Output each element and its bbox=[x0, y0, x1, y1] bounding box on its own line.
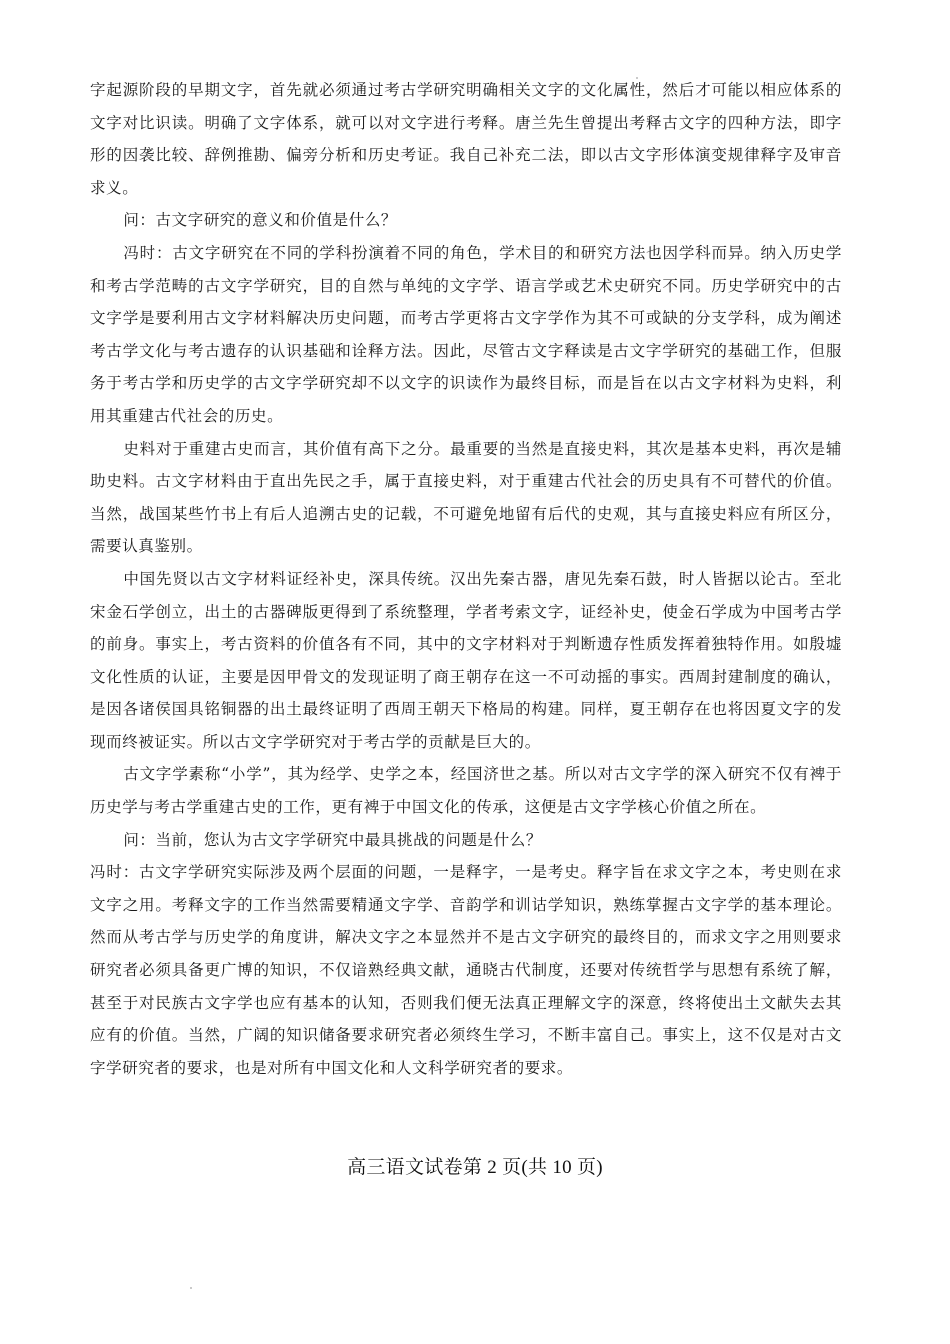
question-1: 问：古文字研究的意义和价值是什么？ bbox=[123, 211, 398, 230]
question-2: 问：当前，您认为古文字学研究中最具挑战的问题是什么？ bbox=[123, 830, 542, 849]
page-footer: 高三语文试卷第 2 页(共 10 页) bbox=[347, 1157, 603, 1178]
answer-1-paragraph-4: 古文字学素称“小学”，其为经学、史学之本，经国济世之基。所以对古文字学的深入研究不仅有裨于历史学与考古学重建古史的工作，更有裨于中国文化的传承，这便是古文字学核心价值之所在。 bbox=[90, 765, 842, 817]
scan-speck bbox=[636, 77, 638, 79]
answer-1-paragraph-1: 冯时：古文字研究在不同的学科扮演着不同的角色，学术目的和研究方法也因学科而异。纳入历史学和考古学范畴的古文字学研究，目的自然与单纯的文字学、语言学或艺术史研究不同。历史学研究中的古文字学是要利用古文字材料解决历史问题，而考古学更将古文字学作为其不可或缺的分支学科，成为阐述考古学文化与考古遗存的认识基础和诠释方法。因此，尽管古文字释读是古文字学研究的基础工作，但服务于考古学和历史学的古文字学研究却不以文字的识读作为最终目标，而是旨在以古文字材料为史料，利用其重建古代社会的历史。 bbox=[90, 243, 842, 425]
answer-2-paragraph: 冯时：古文字学研究实际涉及两个层面的问题，一是释字，一是考史。释字旨在求文字之本，考史则在求文字之用。考释文字的工作当然需要精通文字学、音韵学和训诂学知识，熟练掌握古文字学的基本理论。然而从考古学与历史学的角度讲，解决文字之本显然并不是古文字研究的最终目的，而求文字之用则要求研究者必须具备更广博的知识，不仅谙熟经典文献，通晓古代制度，还要对传统哲学与思想有系统了解，甚至于对民族古文字学也应有基本的认知，否则我们便无法真正理解文字的深意，终将使出土文献失去其应有的价值。当然，广阔的知识储备要求研究者必须终生学习，不断丰富自己。事实上，这不仅是对古文字学研究者的要求，也是对所有中国文化和人文科学研究者的要求。 bbox=[90, 863, 842, 1077]
answer-1-paragraph-2: 史料对于重建古史而言，其价值有高下之分。最重要的当然是直接史料，其次是基本史料，再次是辅助史料。古文字材料由于直出先民之手，属于直接史料，对于重建古代社会的历史具有不可替代的价值。当然，战国某些竹书上有后人追溯古史的记载，不可避免地留有后代的史观，其与直接史料应有所区分，需要认真鉴别。 bbox=[90, 439, 842, 556]
scan-speck bbox=[190, 1287, 192, 1289]
answer-1-paragraph-3: 中国先贤以古文字材料证经补史，深具传统。汉出先秦古器，唐见先秦石鼓，时人皆据以论古。至北宋金石学创立，出土的古器碑版更得到了系统整理，学者考索文字，证经补史，使金石学成为中国考古学的前身。事实上，考古资料的价值各有不同，其中的文字材料对于判断遗存性质发挥着独特作用。如殷墟文化性质的认证，主要是因甲骨文的发现证明了商王朝存在这一不可动摇的事实。西周封建制度的确认，是因各诸侯国具铭铜器的出土最终证明了西周王朝天下格局的构建。同样，夏王朝存在也将因夏文字的发现而终被证实。所以古文字学研究对于考古学的贡献是巨大的。 bbox=[90, 569, 842, 751]
paragraph-1: 字起源阶段的早期文字，首先就必须通过考古学研究明确相关文字的文化属性，然后才可能以相应体系的文字对比识读。明确了文字体系，就可以对文字进行考释。唐兰先生曾提出考释古文字的四种方法，即字形的因袭比较、辞例推勘、偏旁分析和历史考证。我自己补充二法，即以古文字形体演变规律释字及审音求义。 bbox=[90, 81, 842, 197]
document-body bbox=[90, 74, 842, 1084]
